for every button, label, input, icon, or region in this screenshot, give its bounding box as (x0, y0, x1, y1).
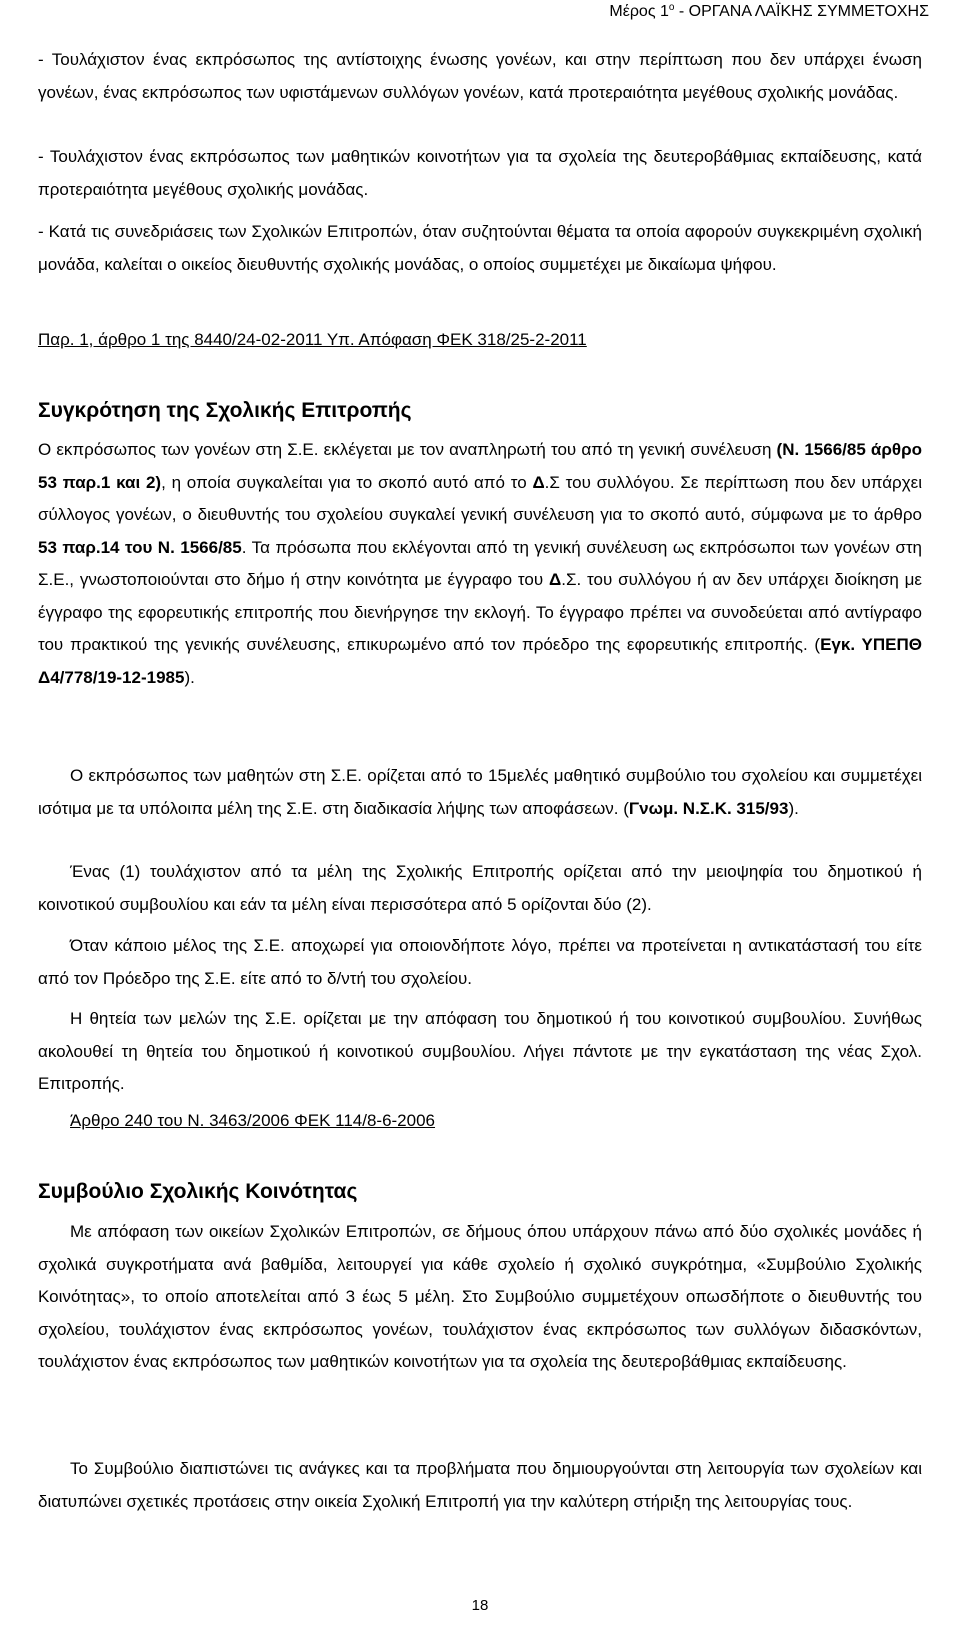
ordinal-superscript: ο (668, 2, 675, 13)
paragraph-council-role: Το Συμβούλιο διαπιστώνει τις ανάγκες και τα προβλήματα που δημιουργούνται στη λειτουργία των σχολείων και διατυπώνει σχετικές προτάσεις στην οικεία Σχολική Επιτροπή για την καλύτερη στήριξη της λειτουργίας τους. (38, 1459, 922, 1511)
paragraph-parents-representative: Ο εκπρόσωπος των γονέων στη Σ.Ε. εκλέγεται με τον αναπληρωτή του από τη γενική συνέλευση (Ν. 1566/85 άρθρο 53 παρ.1 και 2), η οποία συγκαλείται για το σκοπό αυτό από το Δ.Σ του συλλόγου. Σε περίπτωση που δεν υπάρχει σύλλογος γονέων, ο διευθυντής του σχολείου συγκαλεί γενική συνέλευση για το σκοπό αυτό, σύμφωνα με το άρθρο 53 παρ.14 του Ν. 1566/85. Τα πρόσωπα που εκλέγονται από τη γενική συνέλευση ως εκπρόσωποι των γονέων στη Σ.Ε., γνωστοποιούνται στο δήμο ή στην κοινότητα με έγγραφο του Δ.Σ. του συλλόγου ή αν δεν υπάρχει διοίκηση με έγγραφο της εφορευτικής επιτροπής που διενήργησε την εκλογή. Το έγγραφο πρέπει να συνοδεύεται από αντίγραφο του πρακτικού της γενικής συνέλευσης, επικυρωμένο από τον πρόεδρο της εφορευτικής επιτροπής. (Εγκ. ΥΠΕΠΘ Δ4/778/19-12-1985). (38, 440, 923, 687)
section-title-composition: Συγκρότηση της Σχολικής Επιτροπής (38, 399, 412, 422)
paragraph-council-composition: Με απόφαση των οικείων Σχολικών Επιτροπών, σε δήμους όπου υπάρχουν πάνω από δύο σχολικές μονάδες ή σχολικά συγκροτήματα ανά βαθμίδα, λειτουργεί για κάθε σχολείο ή σχολικό συγκρότημα, «Συμβούλιο Σχολικής Κοινότητας», το οποίο αποτελείται από 3 έως 5 μέλη. Στο Συμβούλιο συμμετέχουν οπωσδήποτε ο διευθυντής του σχολείου, τουλάχιστον ένας εκπρόσωπος γονέων, τουλάχιστον ένας εκπρόσωπος των συλλόγων διδασκόντων, τουλάχιστον ένας εκπρόσωπος των μαθητικών κοινοτήτων για τα σχολεία της δευτεροβάθμιας εκπαίδευσης. (38, 1222, 922, 1371)
paragraph-term-of-office: Η θητεία των μελών της Σ.Ε. ορίζεται με την απόφαση του δημοτικού ή του κοινοτικού συμβουλίου. Συνήθως ακολουθεί τη θητεία του δημοτικού ή κοινοτικού συμβουλίου. Λήγει πάντοτε με την εγκατάσταση της νέας Σχολ. Επιτροπής. (38, 1009, 922, 1093)
paragraph-minority-member: Ένας (1) τουλάχιστον από τα μέλη της Σχολικής Επιτροπής ορίζεται από την μειοψηφία του δημοτικού ή κοινοτικού συμβουλίου και εάν τα μέλη είναι περισσότερα από 5 ορίζονται δύο (2). (38, 862, 922, 914)
page-number: 18 (471, 1597, 489, 1614)
paragraph-member-replacement: Όταν κάποιο μέλος της Σ.Ε. αποχωρεί για οποιονδήποτε λόγο, πρέπει να προτείνεται η αντικατάστασή του είτε από τον Πρόεδρο της Σ.Ε. είτε από το δ/ντή του σχολείου. (38, 936, 922, 988)
section-title-council: Συμβούλιο Σχολικής Κοινότητας (38, 1180, 358, 1203)
legal-reference-2: Άρθρο 240 του Ν. 3463/2006 ΦΕΚ 114/8-6-2006 (70, 1111, 436, 1130)
bullet-director-participation: - Κατά τις συνεδριάσεις των Σχολικών Επιτροπών, όταν συζητούνται θέματα τα οποία αφορούν συγκεκριμένη σχολική μονάδα, καλείται ο οικείος διευθυντής σχολικής μονάδας, ο οποίος συμμετέχει με δικαίωμα ψήφου. (38, 222, 922, 274)
bullet-student-communities: - Τουλάχιστον ένας εκπρόσωπος των μαθητικών κοινοτήτων για τα σχολεία της δευτεροβάθμιας εκπαίδευσης, κατά προτεραιότητα μεγέθους σχολικής μονάδας. (38, 147, 922, 199)
paragraph-student-representative: Ο εκπρόσωπος των μαθητών στη Σ.Ε. ορίζεται από το 15μελές μαθητικό συμβούλιο του σχολείου και συμμετέχει ισότιμα με τα υπόλοιπα μέλη της Σ.Ε. στη διαδικασία λήψης των αποφάσεων. (Γνωμ. Ν.Σ.Κ. 315/93). (38, 766, 922, 818)
running-header: Μέρος $1^o$ - ΟΡΓΑΝΑ ΛΑΪΚΗΣ ΣΥΜΜΕΤΟΧΗΣ (609, 2, 929, 20)
bullet-parents-union: - Τουλάχιστον ένας εκπρόσωπος της αντίστοιχης ένωσης γονέων, και στην περίπτωση που δεν υπάρχει ένωση γονέων, ένας εκπρόσωπος των υφιστάμενων συλλόγων γονέων, κατά προτεραιότητα μεγέθους σχολικής μονάδας. (38, 50, 922, 102)
legal-reference-1: Παρ. 1, άρθρο 1 της 8440/24-02-2011 Υπ. Απόφαση ΦΕΚ 318/25-2-2011 (38, 330, 587, 349)
